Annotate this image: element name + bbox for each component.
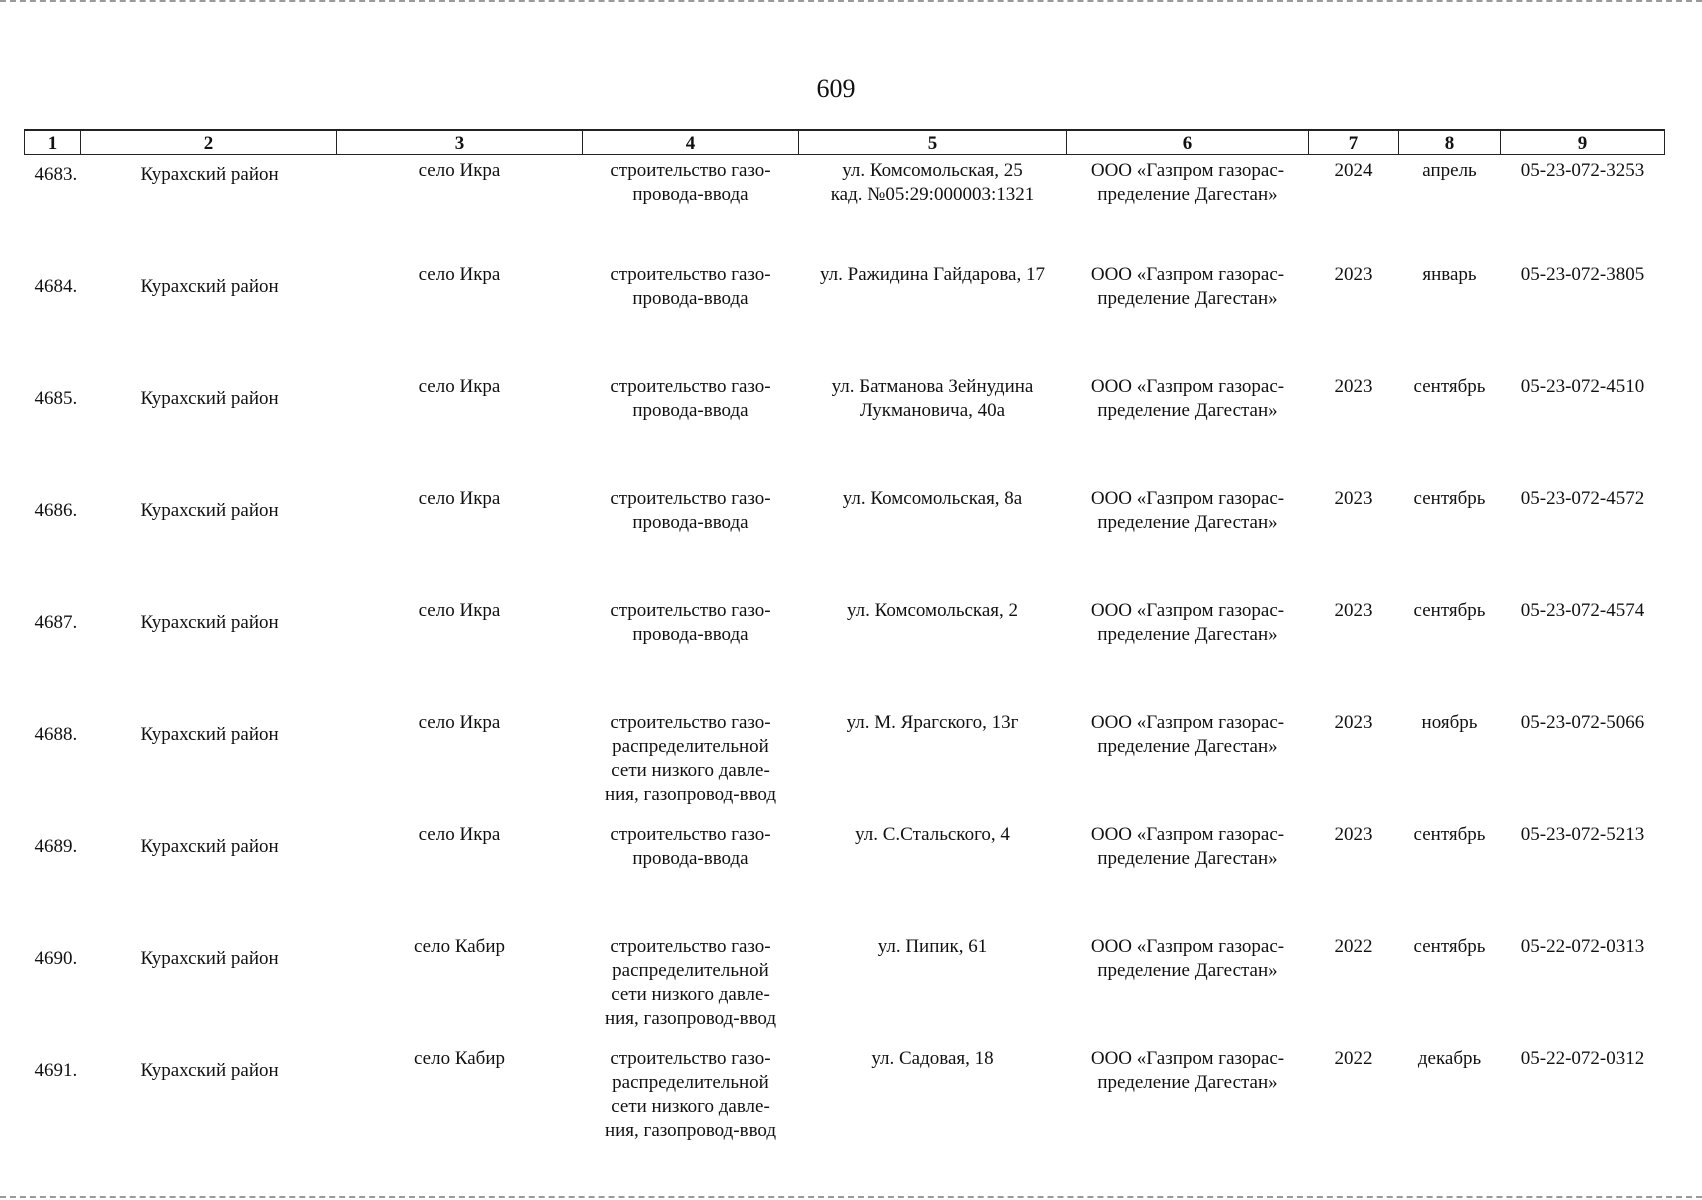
work-type-cell — [583, 933, 799, 1045]
organization-cell-line: ООО «Газпром газорас- — [1090, 264, 1285, 285]
registry-code-cell: 05-23-072-3805 — [1520, 264, 1645, 285]
scan-bottom-edge — [0, 1196, 1702, 1198]
organization-cell-line: ООО «Газпром газорас- — [1090, 600, 1285, 621]
table-row — [25, 485, 1665, 597]
work-type-cell-line: строительство газо- — [610, 160, 771, 181]
table-row — [25, 597, 1665, 709]
organization-cell-line: ООО «Газпром газорас- — [1090, 712, 1285, 733]
month-cell: декабрь — [1417, 1048, 1482, 1069]
work-type-cell-line: сети низкого давле- — [611, 984, 770, 1005]
work-type-cell-line: провода-ввода — [632, 624, 749, 645]
year-cell: 2022 — [1334, 936, 1373, 957]
district-cell: Курахский район — [140, 948, 279, 969]
work-type-cell-line: провода-ввода — [632, 288, 749, 309]
table-row — [25, 821, 1665, 933]
address-cell-line: ул. Батманова Зейнудина — [831, 376, 1034, 397]
district-cell: Курахский район — [140, 612, 279, 633]
column-header: 8 — [1399, 130, 1501, 155]
work-type-cell-line: сети низкого давле- — [611, 1096, 770, 1117]
district-cell: Курахский район — [140, 164, 279, 185]
month-cell: сентябрь — [1413, 936, 1486, 957]
settlement-cell: село Икра — [418, 600, 501, 621]
row-number: 4684. — [34, 276, 78, 297]
scan-top-edge — [0, 0, 1702, 2]
column-header: 7 — [1309, 130, 1399, 155]
organization-cell-line: пределение Дагестан» — [1097, 288, 1278, 309]
month-cell: сентябрь — [1413, 488, 1486, 509]
row-number: 4688. — [34, 724, 78, 745]
registry-code-cell: 05-23-072-4574 — [1520, 600, 1645, 621]
row-number: 4690. — [34, 948, 78, 969]
year-cell: 2023 — [1334, 264, 1373, 285]
work-type-cell-line: ния, газопровод-ввод — [604, 1008, 777, 1029]
column-header: 2 — [81, 130, 337, 155]
organization-cell-line: пределение Дагестан» — [1097, 848, 1278, 869]
table-row — [25, 933, 1665, 1045]
column-header: 1 — [25, 130, 81, 155]
address-cell-line: ул. Садовая, 18 — [871, 1048, 994, 1069]
organization-cell-line: ООО «Газпром газорас- — [1090, 376, 1285, 397]
row-number: 4683. — [34, 164, 78, 185]
work-type-cell — [583, 261, 799, 373]
organization-cell-line: пределение Дагестан» — [1097, 624, 1278, 645]
registry-code-cell: 05-22-072-0313 — [1520, 936, 1645, 957]
month-cell: сентябрь — [1413, 600, 1486, 621]
address-cell-line: ул. Комсомольская, 2 — [846, 600, 1019, 621]
month-cell: апрель — [1422, 160, 1477, 181]
address-cell-line: ул. Комсомольская, 25 — [842, 160, 1023, 181]
work-type-cell — [583, 709, 799, 821]
address-cell — [799, 1045, 1067, 1157]
organization-cell-line: пределение Дагестан» — [1097, 736, 1278, 757]
settlement-cell: село Кабир — [413, 1048, 506, 1069]
table-row — [25, 709, 1665, 821]
address-cell — [799, 373, 1067, 485]
column-header: 4 — [583, 130, 799, 155]
address-cell — [799, 261, 1067, 373]
settlement-cell: село Икра — [418, 824, 501, 845]
address-cell — [799, 933, 1067, 1045]
registry-code-cell: 05-23-072-5066 — [1520, 712, 1645, 733]
organization-cell — [1067, 485, 1309, 597]
work-type-cell-line: строительство газо- — [610, 1048, 771, 1069]
column-header: 5 — [799, 130, 1067, 155]
year-cell: 2022 — [1334, 1048, 1373, 1069]
address-cell — [799, 155, 1067, 262]
work-type-cell-line: распределительной — [612, 960, 769, 981]
address-cell-line: ул. С.Стальского, 4 — [855, 824, 1010, 845]
organization-cell-line: ООО «Газпром газорас- — [1090, 824, 1285, 845]
month-cell: сентябрь — [1413, 376, 1486, 397]
work-type-cell-line: провода-ввода — [632, 400, 749, 421]
organization-cell-line: пределение Дагестан» — [1097, 184, 1278, 205]
organization-cell-line: ООО «Газпром газорас- — [1090, 1048, 1285, 1069]
registry-code-cell: 05-22-072-0312 — [1520, 1048, 1645, 1069]
work-type-cell-line: распределительной — [612, 1072, 769, 1093]
organization-cell — [1067, 709, 1309, 821]
year-cell: 2023 — [1334, 488, 1373, 509]
settlement-cell: село Икра — [418, 712, 501, 733]
column-header: 9 — [1501, 130, 1665, 155]
registry-code-cell: 05-23-072-5213 — [1520, 824, 1645, 845]
settlement-cell: село Икра — [418, 264, 501, 285]
district-cell: Курахский район — [140, 1060, 279, 1081]
work-type-cell-line: ния, газопровод-ввод — [604, 784, 777, 805]
gasification-register-table — [24, 129, 1665, 1157]
row-number: 4691. — [34, 1060, 78, 1081]
month-cell: январь — [1422, 264, 1477, 285]
work-type-cell-line: провода-ввода — [632, 512, 749, 533]
work-type-cell-line: сети низкого давле- — [611, 760, 770, 781]
row-number: 4685. — [34, 388, 78, 409]
organization-cell-line: ООО «Газпром газорас- — [1090, 936, 1285, 957]
address-cell — [799, 821, 1067, 933]
organization-cell — [1067, 933, 1309, 1045]
address-cell — [799, 709, 1067, 821]
settlement-cell: село Икра — [418, 376, 501, 397]
column-header: 6 — [1067, 130, 1309, 155]
organization-cell-line: пределение Дагестан» — [1097, 960, 1278, 981]
district-cell: Курахский район — [140, 724, 279, 745]
work-type-cell-line: распределительной — [612, 736, 769, 757]
page-number: 609 — [816, 74, 856, 103]
work-type-cell-line: провода-ввода — [632, 184, 749, 205]
work-type-cell-line: строительство газо- — [610, 936, 771, 957]
address-cell-line: ул. Комсомольская, 8а — [842, 488, 1023, 509]
district-cell: Курахский район — [140, 388, 279, 409]
work-type-cell — [583, 1045, 799, 1157]
work-type-cell — [583, 485, 799, 597]
work-type-cell-line: строительство газо- — [610, 600, 771, 621]
address-cell-line: ул. Ражидина Гайдарова, 17 — [820, 264, 1045, 285]
month-cell: ноябрь — [1421, 712, 1478, 733]
year-cell: 2024 — [1334, 160, 1373, 181]
year-cell: 2023 — [1334, 376, 1373, 397]
row-number: 4686. — [34, 500, 78, 521]
registry-code-cell: 05-23-072-4510 — [1520, 376, 1645, 397]
month-cell: сентябрь — [1413, 824, 1486, 845]
settlement-cell: село Икра — [418, 488, 501, 509]
address-cell-line: Лукмановича, 40а — [859, 400, 1006, 421]
organization-cell-line: ООО «Газпром газорас- — [1090, 488, 1285, 509]
year-cell: 2023 — [1334, 600, 1373, 621]
column-header: 3 — [337, 130, 583, 155]
address-cell-line: кад. №05:29:000003:1321 — [830, 184, 1035, 205]
settlement-cell: село Кабир — [413, 936, 506, 957]
district-cell: Курахский район — [140, 836, 279, 857]
organization-cell — [1067, 155, 1309, 262]
organization-cell-line: пределение Дагестан» — [1097, 512, 1278, 533]
work-type-cell-line: строительство газо- — [610, 264, 771, 285]
organization-cell — [1067, 261, 1309, 373]
table-row — [25, 373, 1665, 485]
table-row — [25, 1045, 1665, 1157]
work-type-cell — [583, 155, 799, 262]
row-number: 4687. — [34, 612, 78, 633]
table-row — [25, 261, 1665, 373]
work-type-cell-line: строительство газо- — [610, 712, 771, 733]
work-type-cell — [583, 373, 799, 485]
organization-cell — [1067, 821, 1309, 933]
organization-cell — [1067, 1045, 1309, 1157]
work-type-cell-line: строительство газо- — [610, 488, 771, 509]
registry-code-cell: 05-23-072-3253 — [1520, 160, 1645, 181]
address-cell-line: ул. М. Ярагского, 13г — [846, 712, 1019, 733]
work-type-cell — [583, 597, 799, 709]
work-type-cell-line: строительство газо- — [610, 376, 771, 397]
organization-cell-line: ООО «Газпром газорас- — [1090, 160, 1285, 181]
organization-cell — [1067, 373, 1309, 485]
row-number: 4689. — [34, 836, 78, 857]
organization-cell — [1067, 597, 1309, 709]
table-row — [25, 155, 1665, 262]
work-type-cell-line: строительство газо- — [610, 824, 771, 845]
district-cell: Курахский район — [140, 500, 279, 521]
work-type-cell-line: провода-ввода — [632, 848, 749, 869]
settlement-cell: село Икра — [418, 160, 501, 181]
year-cell: 2023 — [1334, 712, 1373, 733]
address-cell-line: ул. Пипик, 61 — [877, 936, 988, 957]
address-cell — [799, 597, 1067, 709]
registry-code-cell: 05-23-072-4572 — [1520, 488, 1645, 509]
address-cell — [799, 485, 1067, 597]
organization-cell-line: пределение Дагестан» — [1097, 1072, 1278, 1093]
work-type-cell-line: ния, газопровод-ввод — [604, 1120, 777, 1141]
column-number-header-row — [25, 130, 1665, 155]
district-cell: Курахский район — [140, 276, 279, 297]
year-cell: 2023 — [1334, 824, 1373, 845]
work-type-cell — [583, 821, 799, 933]
organization-cell-line: пределение Дагестан» — [1097, 400, 1278, 421]
